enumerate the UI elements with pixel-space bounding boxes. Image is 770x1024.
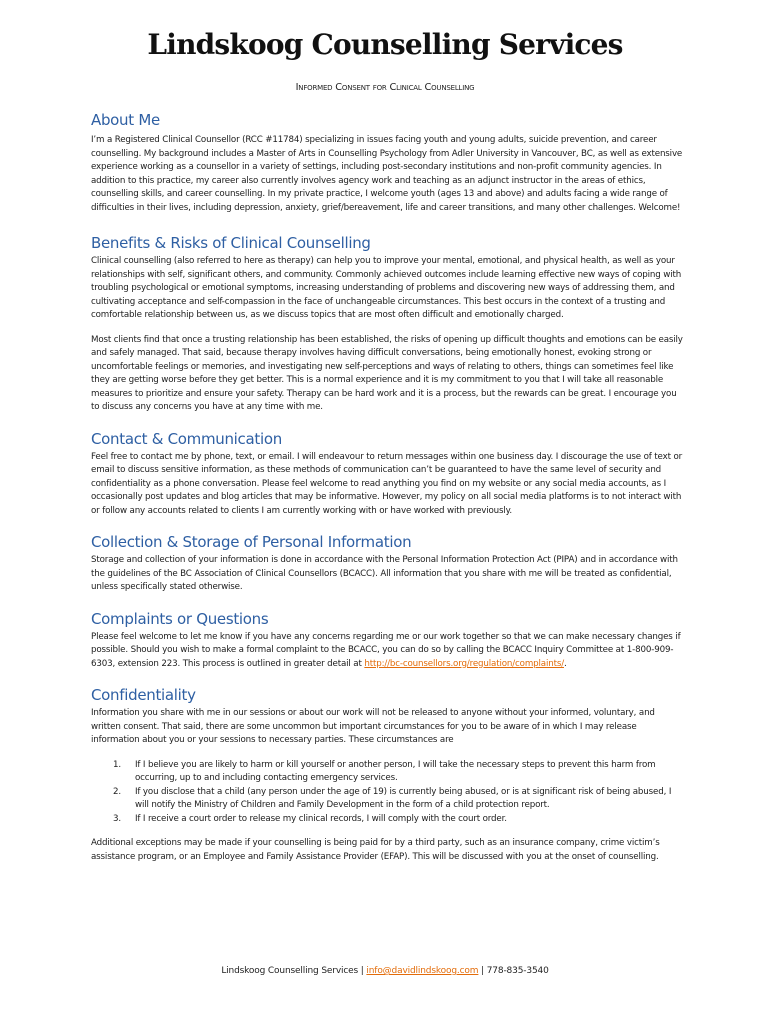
- contact-paragraph: Feel free to contact me by phone, text, or email. I will endeavour to return messages within one business day. I discourage the use of text or email to discuss sensitive information, as these methods of communication can’t be guaranteed to have the same level of security and confidentiality as a phone conversation. Please feel welcome to read anything you find on my website or any social media accounts, as I occasionally post updates and blog articles that may be informative. However, my policy on all social media platforms is to not interact with or follow any accounts related to clients I am currently working with or have worked with previously.: [91, 451, 683, 516]
- list-item-text: If I believe you are likely to harm or kill yourself or another person, I will take the necessary steps to prevent this harm from occurring, up to and including contacting emergency services.: [135, 759, 656, 783]
- footer-separator: |: [358, 966, 367, 976]
- footer-separator: |: [478, 966, 487, 976]
- list-item-text: If you disclose that a child (any person under the age of 19) is currently being abused, or is at significant risk of being abused, I will notify the Ministry of Children and Family Development in the form of a child protection report.: [135, 786, 672, 810]
- section-heading-collection: Collection & Storage of Personal Information: [91, 533, 412, 551]
- list-item: [91, 759, 683, 786]
- about-paragraph: I’m a Registered Clinical Counsellor (RCC #11784) specializing in issues facing youth and young adults, suicide prevention, and career counselling. My background includes a Master of Arts in Counselling Psychology from Adler University in Vancouver, BC, as well as extensive experience working as a counsellor in a variety of settings, including post-secondary institutions and non-profit community agencies. In addition to this practice, my career also currently involves agency work and teaching as an adjunct instructor in the areas of ethics, counselling skills, and career counselling. In my private practice, I welcome youth (ages 13 and above) and adults facing a wide range of difficulties in their lives, including depression, anxiety, grief/bereavement, life and career transitions, and many other challenges. Welcome!: [91, 135, 683, 213]
- list-item-text: If I receive a court order to release my clinical records, I will comply with the court order.: [135, 813, 507, 824]
- section-heading-benefits: Benefits & Risks of Clinical Counselling: [91, 234, 371, 252]
- page-footer: [0, 966, 770, 976]
- section-heading-complaints: Complaints or Questions: [91, 609, 269, 628]
- list-item: [91, 786, 683, 813]
- complaints-text: Please feel welcome to let me know if you have any concerns regarding me or our work together so that we can make necessary changes if possible. Should you wish to make a formal complaint to the BCACC, you can do so by calling the BCACC Inquiry Committee at 1-800-909-6303, extension 223. This process is outlined in greater detail at: [91, 631, 681, 669]
- benefits-paragraph-1: Clinical counselling (also referred to here as therapy) can help you to improve your mental, emotional, and physical health, as well as your relationships with self, significant others, and community. Commonly achieved outcomes include learning effective new ways of coping with troubling psychological or emotional symptoms, increasing understanding of problems and discovering new ways of addressing them, and cultivating acceptance and self-compassion in the face of unchangeable circumstances. This best occurs in the context of a trusting and comfortable relationship between us, as we discuss topics that are most often difficult and emotionally charged.: [91, 256, 682, 320]
- footer-phone: 778-835-3540: [486, 966, 549, 976]
- section-heading-about: About Me: [91, 111, 160, 129]
- benefits-paragraph-2: Most clients find that once a trusting relationship has been established, the risks of opening up difficult thoughts and emotions can be easily and safely managed. That said, because therapy involves having difficult conversations, being emotionally honest, evoking strong or uncomfortable feelings or memories, and investigating new self-perceptions and ways of relating to others, things can sometimes feel like they are getting worse before they get better. This is a normal experience and it is my commitment to you that I will take all reasonable measures to prioritize and ensure your safety. Therapy can be hard work and it is a process, but the rewards can be great. I encourage you to discuss any concerns you have at any time with me.: [91, 334, 683, 412]
- document-subtitle: Informed Consent for Clinical Counselling: [295, 82, 475, 93]
- list-number: 1.: [113, 759, 121, 770]
- confidentiality-paragraph-1: Information you share with me in our sessions or about our work will not be released to anyone without your informed, voluntary, and written consent. That said, there are some uncommon but important circumstances for you to be aware of in which I may release information about you or your sessions to necessary parties. These circumstances are: [91, 708, 655, 745]
- document-title: Lindskoog Counselling Services: [147, 28, 623, 61]
- list-item: [91, 813, 683, 827]
- section-heading-confidentiality: Confidentiality: [91, 686, 196, 704]
- footer-email-link[interactable]: info@davidlindskoog.com: [366, 966, 479, 976]
- footer-name: Lindskoog Counselling Services: [221, 966, 359, 976]
- document-body: [91, 110, 683, 864]
- list-number: 2.: [113, 786, 121, 797]
- complaints-paragraph: [91, 631, 683, 672]
- complaints-end: .: [563, 658, 567, 669]
- section-heading-contact: Contact & Communication: [91, 429, 282, 448]
- confidentiality-paragraph-2: Additional exceptions may be made if your counselling is being paid for by a third party, such as an insurance company, crime victim’s assistance program, or an Employee and Family Assistance Provider (EFAP). This will be discussed with you at the onset of counselling.: [91, 838, 660, 862]
- list-number: 3.: [113, 813, 121, 824]
- collection-paragraph: Storage and collection of your information is done in accordance with the Personal Information Protection Act (PIPA) and in accordance with the guidelines of the BC Association of Clinical Counsellors (BCACC). All information that you share with me will be treated as confidential, unless specifically stated otherwise.: [91, 555, 678, 592]
- complaints-link[interactable]: http://bc-counsellors.org/regulation/complaints/: [364, 658, 564, 669]
- confidentiality-list: [91, 759, 683, 827]
